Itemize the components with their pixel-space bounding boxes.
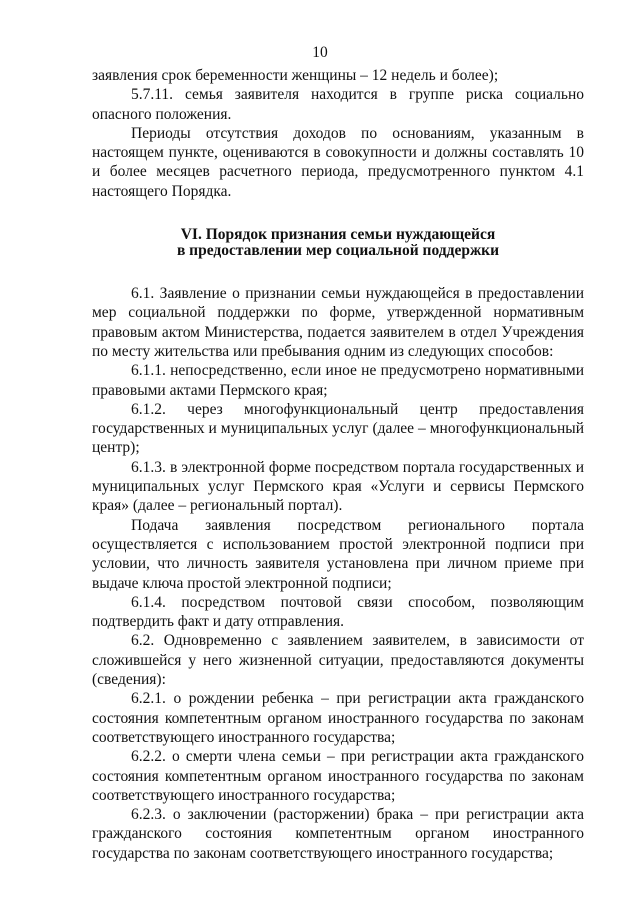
spacer — [92, 201, 584, 227]
paragraph-p-6-1: 6.1. Заявление о признании семьи нуждающейся в предоставлении мер социальной поддержки по форме, утвержденной нормативным правовым актом Министерства, подается заявителем в отдел Учреждения по месту жительства или пребывания одним из следующих способов: — [92, 285, 584, 360]
paragraphs-section-vi — [92, 284, 584, 863]
section-heading-line-1: VI. Порядок признания семьи нуждающейся — [180, 226, 496, 244]
document-body — [92, 66, 584, 863]
paragraph-p-6-2: 6.2. Одновременно с заявлением заявителем, в зависимости от сложившейся у него жизненной ситуации, предоставляются документы (сведения): — [92, 632, 584, 689]
page-number: 10 — [312, 44, 328, 61]
spacer — [92, 258, 584, 284]
paragraph-p-6-1-1: 6.1.1. непосредственно, если иное не предусмотрено нормативными правовыми актами Пермского края; — [92, 362, 584, 399]
paragraphs-before-section — [92, 66, 584, 201]
paragraph-p-periods: Периоды отсутствия доходов по основаниям, указанным в настоящем пункте, оцениваются в совокупности и должны составлять 10 и более месяцев расчетного периода, предусмотренного пунктом 4.1 настоящего Порядка. — [92, 124, 584, 200]
paragraph-p-6-2-1: 6.2.1. о рождении ребенка – при регистрации акта гражданского состояния компетентным органом иностранного государства по законам соответствующего иностранного государства; — [92, 690, 584, 746]
paragraph-p-6-1-4: 6.1.4. посредством почтовой связи способом, позволяющим подтвердить факт и дату отправления. — [92, 593, 584, 631]
paragraph-p-podacha: Подача заявления посредством регионального портала осуществляется с использованием простой электронной подписи при условии, что личность заявителя установлена при личном приеме при выдаче ключа простой электронной подписи; — [92, 516, 584, 592]
paragraph-p-5-7-11: 5.7.11. семья заявителя находится в группе риска социально опасного положения. — [92, 86, 584, 123]
section-heading-line-2: в предоставлении мер социальной поддержки — [176, 241, 500, 259]
paragraph-p-6-1-2: 6.1.2. через многофункциональный центр предоставления государственных и муниципальных услуг (далее – многофункциональный центр); — [92, 400, 584, 457]
paragraph-p-5-7-10-tail: заявления срок беременности женщины – 12 недель и более); — [92, 67, 499, 84]
paragraph-p-6-1-3: 6.1.3. в электронной форме посредством портала государственных и муниципальных услуг Пермского края «Услуги и сервисы Пермского края» (далее – региональный портал). — [92, 458, 584, 515]
paragraph-p-6-2-3: 6.2.3. о заключении (расторжении) брака – при регистрации акта гражданского состояния компетентным органом иностранного государства по законам соответствующего иностранного государства; — [92, 806, 584, 862]
paragraph-p-6-2-2: 6.2.2. о смерти члена семьи – при регистрации акта гражданского состояния компетентным органом иностранного государства по законам соответствующего иностранного государства; — [92, 748, 584, 804]
